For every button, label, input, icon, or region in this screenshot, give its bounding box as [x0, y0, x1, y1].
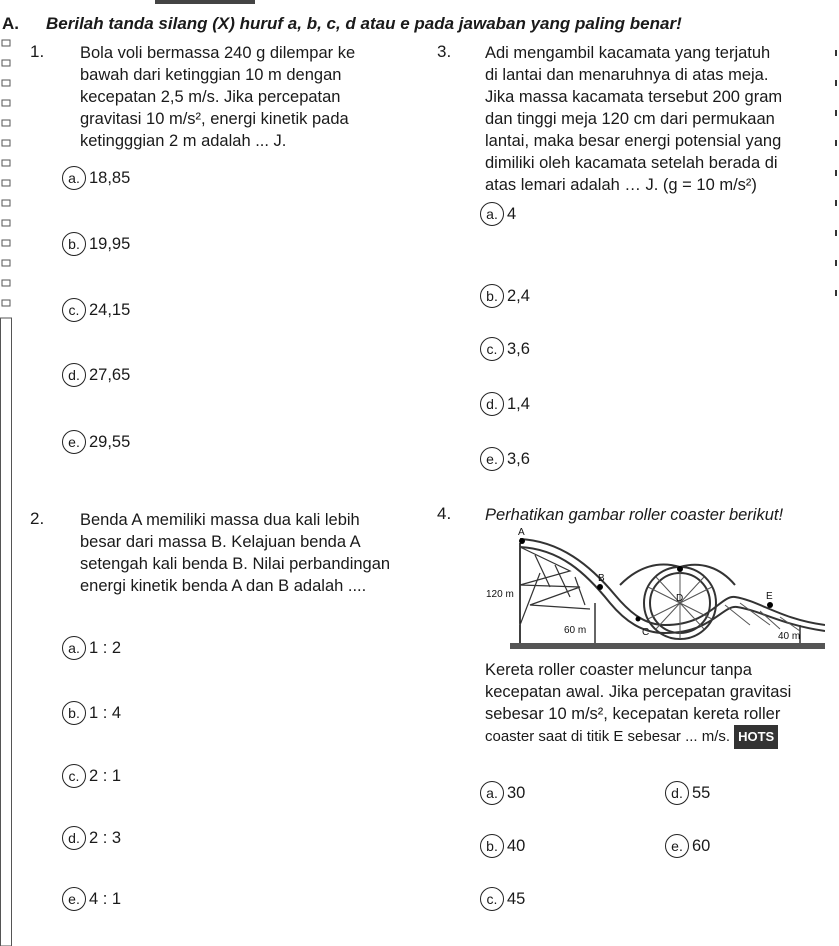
q4-option-d[interactable]	[665, 781, 710, 805]
coaster-loop-struts	[648, 567, 800, 639]
option-letter: c.	[62, 298, 86, 322]
q2-option-c[interactable]	[62, 764, 121, 788]
q2-option-b[interactable]	[62, 701, 121, 725]
option-value: 30	[507, 783, 526, 802]
top-edge-bar	[155, 0, 255, 4]
q3-line: Adi mengambil kacamata yang terjatuh	[485, 44, 771, 62]
q1-text	[80, 42, 420, 152]
option-letter: c.	[62, 764, 86, 788]
q3-line: atas lemari adalah … J. (g = 10 m/s²)	[485, 176, 757, 194]
q2-line: besar dari massa B. Kelajuan benda A	[80, 533, 361, 551]
q1-option-b[interactable]	[62, 232, 130, 256]
fig-label-e: E	[766, 591, 773, 602]
q3-text	[485, 42, 823, 196]
q1-line: kecepatan 2,5 m/s. Jika percepatan	[80, 88, 341, 106]
q4-intro: Perhatikan gambar roller coaster berikut!	[485, 506, 784, 524]
q3-line: dan tinggi meja 120 cm dari permukaan	[485, 110, 775, 128]
q2-line: Benda A memiliki massa dua kali lebih	[80, 511, 360, 529]
q4-line: Kereta roller coaster meluncur tanpa	[485, 661, 752, 679]
q2-option-a[interactable]	[62, 636, 121, 660]
fig-label-b: B	[598, 573, 605, 584]
q1-option-a[interactable]	[62, 166, 130, 190]
option-letter: c.	[480, 337, 504, 361]
q4-option-b[interactable]	[480, 834, 525, 858]
q3-line: lantai, maka besar energi potensial yang	[485, 132, 782, 150]
option-letter: d.	[62, 826, 86, 850]
option-value: 1 : 4	[89, 703, 122, 722]
roller-coaster-figure	[480, 525, 825, 655]
option-letter: a.	[480, 781, 504, 805]
q1-line: ketingggian 2 m adalah ... J.	[80, 132, 287, 150]
q1-option-d[interactable]	[62, 363, 130, 387]
option-value: 2 : 3	[89, 828, 122, 847]
q3-option-a[interactable]	[480, 202, 516, 226]
q4-line: sebesar 10 m/s², kecepatan kereta roller	[485, 705, 781, 723]
option-value: 2 : 1	[89, 766, 122, 785]
fig-height-120: 120 m	[486, 589, 514, 600]
fig-label-d: D	[676, 593, 684, 604]
option-letter: a.	[480, 202, 504, 226]
ground-bar	[510, 643, 825, 649]
q4-line: coaster saat di titik E sebesar ... m/s.	[485, 728, 731, 745]
q2-option-d[interactable]	[62, 826, 121, 850]
q3-option-c[interactable]	[480, 337, 530, 361]
option-value: 3,6	[507, 339, 530, 358]
option-value: 24,15	[89, 300, 131, 319]
section-letter: A.	[2, 14, 19, 33]
option-value: 45	[507, 889, 526, 908]
option-value: 40	[507, 836, 526, 855]
fig-height-40: 40 m	[778, 631, 801, 642]
q4-option-c[interactable]	[480, 887, 525, 911]
option-value: 2,4	[507, 286, 530, 305]
option-value: 18,85	[89, 168, 131, 187]
fig-label-a: A	[518, 527, 525, 538]
q1-line: Bola voli bermassa 240 g dilempar ke	[80, 44, 356, 62]
q3-option-d[interactable]	[480, 392, 530, 416]
q1-option-c[interactable]	[62, 298, 130, 322]
q4-number: 4.	[437, 504, 452, 523]
q4-text	[485, 659, 823, 749]
q4-option-a[interactable]	[480, 781, 525, 805]
q2-text	[80, 509, 420, 597]
q1-line: gravitasi 10 m/s², energi kinetik pada	[80, 110, 349, 128]
q3-line: dimiliki oleh kacamata setelah berada di	[485, 154, 778, 172]
option-letter: a.	[62, 166, 86, 190]
section-instruction: Berilah tanda silang (X) huruf a, b, c, d atau e pada jawaban yang paling benar!	[46, 14, 682, 33]
option-letter: d.	[62, 363, 86, 387]
q1-line: bawah dari ketinggian 10 m dengan	[80, 66, 342, 84]
option-value: 1 : 2	[89, 638, 122, 657]
q4-line-last	[485, 725, 823, 749]
option-letter: b.	[480, 284, 504, 308]
q2-line: setengah kali benda B. Nilai perbandingan	[80, 555, 391, 573]
option-value: 4	[507, 204, 517, 223]
q1-option-e[interactable]	[62, 430, 130, 454]
option-letter: b.	[62, 701, 86, 725]
q4-option-e[interactable]	[665, 834, 710, 858]
q2-option-e[interactable]	[62, 887, 121, 911]
q2-line: energi kinetik benda A dan B adalah ....	[80, 577, 367, 595]
option-value: 19,95	[89, 234, 131, 253]
option-letter: a.	[62, 636, 86, 660]
option-value: 29,55	[89, 432, 131, 451]
option-value: 1,4	[507, 394, 530, 413]
q3-line: di lantai dan menaruhnya di atas meja.	[485, 66, 769, 84]
coaster-points	[519, 538, 773, 622]
option-value: 55	[692, 783, 711, 802]
option-value: 60	[692, 836, 711, 855]
option-letter: b.	[62, 232, 86, 256]
q3-line: Jika massa kacamata tersebut 200 gram	[485, 88, 783, 106]
q3-option-b[interactable]	[480, 284, 530, 308]
option-letter: e.	[665, 834, 689, 858]
q2-number: 2.	[30, 509, 45, 528]
option-letter: d.	[665, 781, 689, 805]
hots-badge: HOTS	[734, 725, 778, 749]
section-heading	[2, 14, 682, 34]
option-letter: e.	[62, 430, 86, 454]
option-letter: b.	[480, 834, 504, 858]
option-letter: e.	[62, 887, 86, 911]
q3-number: 3.	[437, 42, 452, 61]
fig-label-c: C	[642, 627, 650, 638]
left-binding-strip	[0, 0, 14, 946]
q3-option-e[interactable]	[480, 447, 530, 471]
q4-line: kecepatan awal. Jika percepatan gravitasi	[485, 683, 792, 701]
option-value: 3,6	[507, 449, 530, 468]
option-letter: e.	[480, 447, 504, 471]
option-letter: d.	[480, 392, 504, 416]
option-value: 4 : 1	[89, 889, 122, 908]
right-edge-marks	[829, 0, 839, 946]
q1-number: 1.	[30, 42, 45, 61]
option-value: 27,65	[89, 365, 131, 384]
option-letter: c.	[480, 887, 504, 911]
fig-height-60: 60 m	[564, 625, 587, 636]
